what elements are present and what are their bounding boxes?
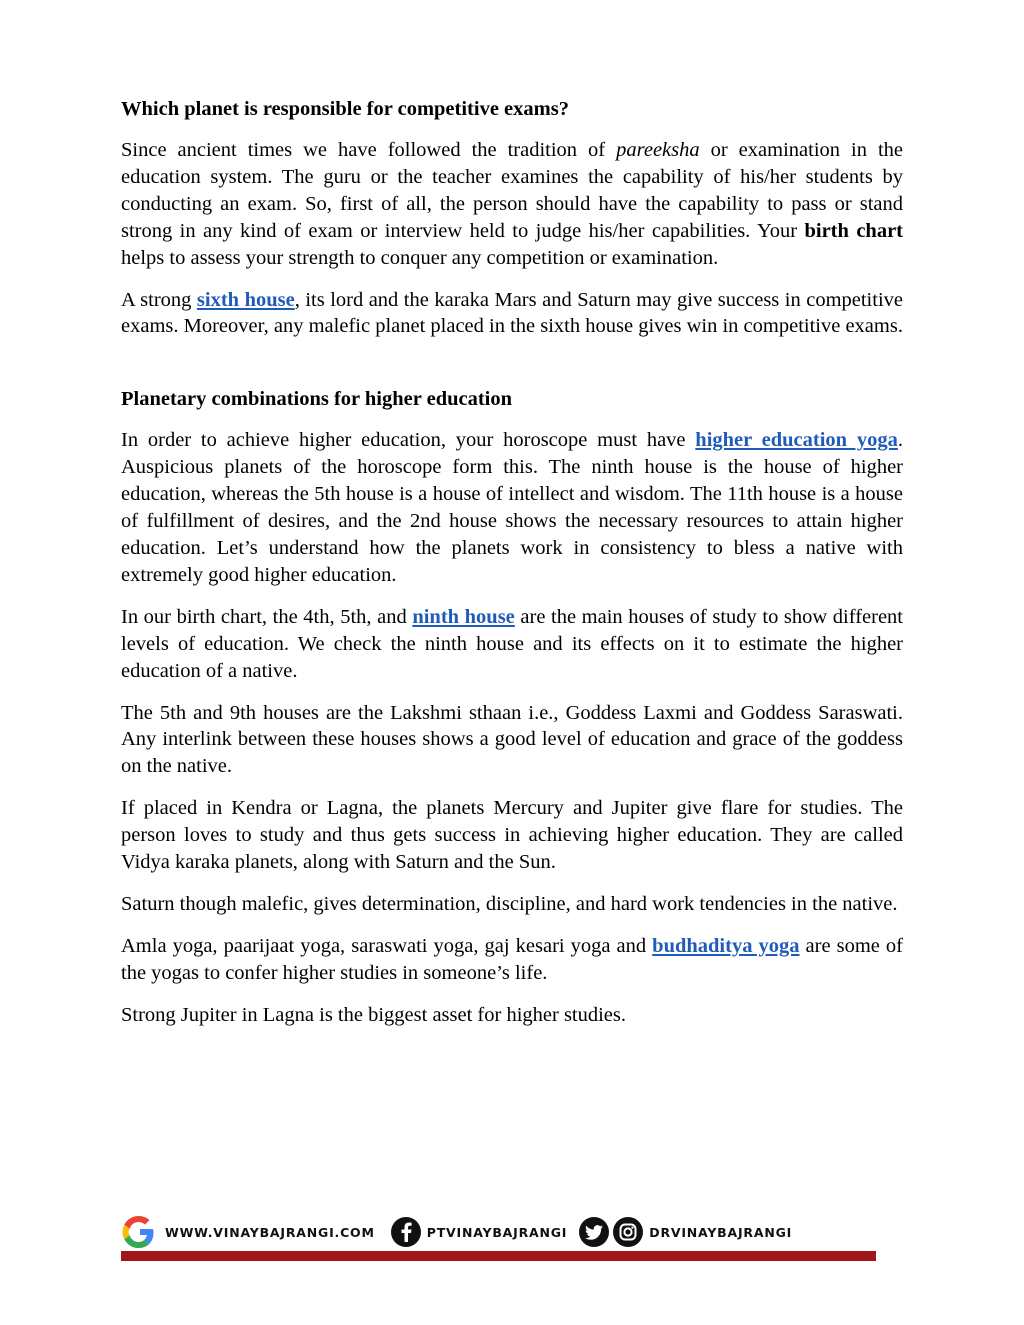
website-text[interactable]: WWW.VINAYBAJRANGI.COM: [165, 1224, 375, 1240]
sixth-house-link[interactable]: sixth house: [196, 288, 295, 311]
footer-banner: [121, 1215, 876, 1263]
emphasis-text: pareeksha: [616, 139, 700, 161]
facebook-icon[interactable]: [391, 1217, 421, 1247]
section-heading: Which planet is responsible for competitive exams?: [121, 98, 569, 120]
higher-education-yoga-link[interactable]: higher education yoga: [695, 429, 898, 452]
google-icon: [121, 1215, 161, 1249]
social-handle[interactable]: DRVINAYBAJRANGI: [649, 1224, 793, 1240]
paragraph: A strong sixth house, its lord and the karaka Mars and Saturn may give success in competitive exams. Moreover, any malefic planet placed in the sixth house gives win in competitive exams.: [121, 288, 903, 338]
paragraph: In our birth chart, the 4th, 5th, and ninth house are the main houses of study to show different levels of education. We check the ninth house and its effects on it to estimate the higher education of a native.: [121, 605, 904, 682]
footer-red-bar: [121, 1251, 876, 1261]
ninth-house-link[interactable]: ninth house: [412, 605, 515, 628]
budhaditya-yoga-link[interactable]: budhaditya yoga: [652, 934, 800, 957]
paragraph: Saturn though malefic, gives determination, discipline, and hard work tendencies in the native.: [121, 892, 898, 915]
paragraph: Amla yoga, paarijaat yoga, saraswati yoga, gaj kesari yoga and budhaditya yoga are some of the yogas to confer higher studies in someone’s life.: [121, 934, 904, 984]
paragraph: In order to achieve higher education, your horoscope must have higher education yoga. Auspicious planets of the horoscope form this. The ninth house is the house of higher education, whereas the 5th house is a house of intellect and wisdom. The 11th house is a house of fulfillment of desires, and the 2nd house shows the necessary resources to attain higher education. Let’s understand how the planets work in consistency to bless a native with extremely good higher education.: [121, 429, 903, 586]
section-heading: Planetary combinations for higher education: [121, 388, 513, 411]
twitter-icon[interactable]: [579, 1217, 609, 1247]
paragraph: The 5th and 9th houses are the Lakshmi sthaan i.e., Goddess Laxmi and Goddess Saraswati. Any interlink between these houses shows a good level of education and grace of the goddess on the native.: [121, 701, 903, 778]
paragraph: If placed in Kendra or Lagna, the planets Mercury and Jupiter give flare for studies. The person loves to study and thus gets success in achieving higher education. They are called Vidya karaka planets, along with Saturn and the Sun.: [121, 797, 903, 874]
document-body: [121, 96, 903, 1044]
facebook-handle[interactable]: PTVINAYBAJRANGI: [426, 1224, 568, 1240]
bold-text: birth chart: [804, 219, 903, 242]
paragraph: Since ancient times we have followed the tradition of pareeksha or examination in the education system. The guru or the teacher examines the capability of his/her students by conducting an exam. So, first of all, the person should have the capability to pass or stand strong in any kind of exam or interview held to judge his/her capabilities. Your birth chart helps to assess your strength to conquer any competition or examination.: [121, 139, 903, 269]
paragraph: Strong Jupiter in Lagna is the biggest asset for higher studies.: [121, 1003, 627, 1026]
instagram-icon[interactable]: [613, 1217, 643, 1247]
